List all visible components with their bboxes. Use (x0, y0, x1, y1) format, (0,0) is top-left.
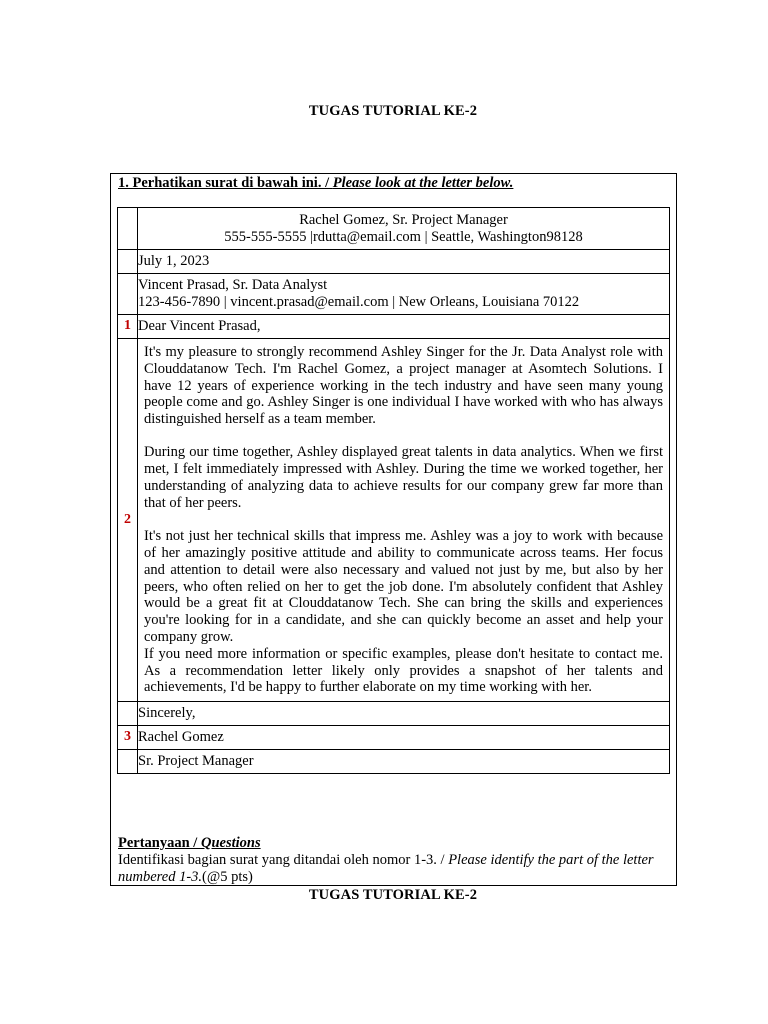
letter-role-row (118, 750, 670, 774)
row-number-empty (118, 250, 138, 274)
instruction-text: 1. Perhatikan surat di bawah ini. / (118, 175, 333, 191)
instruction-text-english: Please look at the letter below. (332, 175, 514, 191)
questions-section (118, 835, 664, 886)
row-number-empty (118, 750, 138, 774)
row-number-empty (118, 702, 138, 726)
question-text-english: Please identify the part of the letter numbered 1-3. (118, 852, 654, 885)
letter-body-row (118, 339, 670, 702)
closing: Sincerely, (138, 702, 670, 726)
row-number-empty (118, 208, 138, 250)
page-title: TUGAS TUTORIAL KE-2 (308, 103, 478, 119)
signer-role: Sr. Project Manager (138, 750, 670, 774)
row-number-1: 1 (118, 315, 138, 339)
sender-block (138, 208, 670, 250)
questions-heading-english: Questions (200, 835, 261, 851)
salutation: Dear Vincent Prasad, (138, 315, 670, 339)
letter-signer-row (118, 726, 670, 750)
questions-heading-text: Pertanyaan / (118, 835, 201, 851)
questions-heading (118, 835, 664, 852)
body-paragraph: If you need more information or specific examples, please don't hesitate to contact me. As a recommendation letter likely only provides a snapshot of her talents and achievements, I'd be happy to further elaborate on my time working with her. (144, 645, 663, 696)
letter-salutation-row (118, 315, 670, 339)
question-points: (@5 pts) (202, 869, 253, 885)
question-text-id: Identifikasi bagian surat yang ditandai oleh nomor 1-3. / (118, 852, 449, 868)
sender-name: Rachel Gomez, Sr. Project Manager (299, 211, 508, 228)
row-number-empty (118, 274, 138, 315)
body-paragraph: It's not just her technical skills that impress me. Ashley was a joy to work with because of her amazingly positive attitude and ability to communicate across teams. Her focus and attention to detail were also necessary and valued not just by me, but also by her peers, who often relied on her to get the job done. I'm absolutely confident that Ashley would be a great fit at Clouddatanow Tech. She can bring the skills and experiences you're looking for in a candidate, and she can quickly become an asset and help your company grow. (144, 528, 663, 645)
letter-date-row (118, 250, 670, 274)
letter-body (138, 339, 670, 702)
sender-contact: 555-555-5555 |rdutta@email.com | Seattle, Washington98128 (224, 228, 583, 245)
recipient-block (138, 274, 670, 315)
assignment-box (110, 173, 677, 886)
letter-closing-row (118, 702, 670, 726)
letter-date: July 1, 2023 (138, 250, 670, 274)
row-number-2: 2 (118, 339, 138, 702)
signer-name: Rachel Gomez (138, 726, 670, 750)
body-paragraph: It's my pleasure to strongly recommend Ashley Singer for the Jr. Data Analyst role with Clouddatanow Tech. I'm Rachel Gomez, a project manager at Asomtech Solutions. I have 12 years of experience working in the tech industry and have seen many young people come and go. Ashley Singer is one individual I have worked with who has always distinguished herself as a team member. (144, 344, 663, 428)
row-number-3: 3 (118, 726, 138, 750)
recipient-contact: 123-456-7890 | vincent.prasad@email.com | New Orleans, Louisiana 70122 (138, 294, 580, 310)
body-paragraph: During our time together, Ashley displayed great talents in data analytics. When we first met, I felt immediately impressed with Ashley. During the time we worked together, her understanding of analyzing data to achieve results for our company grew far more than that of her peers. (144, 444, 663, 511)
footer-title: TUGAS TUTORIAL KE-2 (308, 887, 478, 903)
letter-header-row (118, 208, 670, 250)
instruction (118, 175, 513, 192)
question-text (118, 852, 664, 886)
recipient-name: Vincent Prasad, Sr. Data Analyst (138, 277, 328, 294)
letter-table (117, 207, 670, 774)
letter-recipient-row (118, 274, 670, 315)
